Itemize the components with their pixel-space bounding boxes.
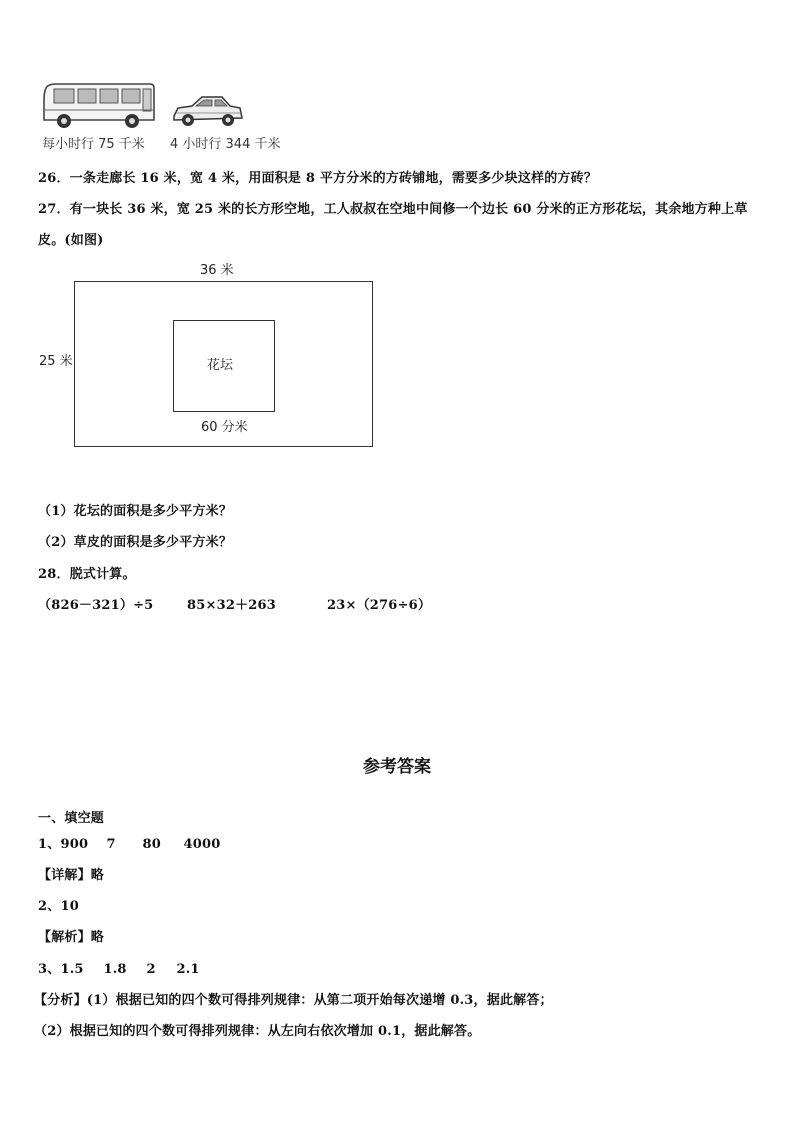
question-27-sub2: （2）草皮的面积是多少平方米？: [38, 535, 233, 550]
expression-1: （826－321）÷5: [38, 598, 154, 613]
car-caption: 4 小时行 344 千米: [170, 137, 281, 152]
answer-1-label: 1、: [38, 837, 61, 852]
answer-2-label: 2、: [38, 899, 61, 914]
answer-1-value: 7: [106, 837, 116, 852]
answer-3-analysis-1: 【分析】(1）根据已知的四个数可得排列规律：从第二项开始每次递增 0.3，据此解答；: [34, 993, 553, 1008]
bus-illustration: [40, 80, 160, 130]
car-icon: [170, 92, 245, 130]
expression-2: 85×32＋263: [187, 598, 277, 613]
answer-3-value: 2: [146, 962, 156, 977]
bus-icon: [40, 80, 160, 130]
figure-top-label: 36 米: [200, 263, 234, 278]
answer-1-value: 900: [60, 837, 89, 852]
car-illustration: [170, 92, 245, 130]
answer-3-value: 2.1: [176, 962, 200, 977]
section-title: 一、填空题: [38, 811, 105, 826]
bus-caption: 每小时行 75 千米: [42, 137, 145, 152]
answers-heading: 参考答案: [363, 757, 431, 777]
answer-1-note: 【详解】略: [38, 868, 105, 883]
question-27-sub1: （1）花坛的面积是多少平方米？: [38, 504, 233, 519]
question-27-line1: 27．有一块长 36 米，宽 25 米的长方形空地，工人叔叔在空地中间修一个边长 60 分米的正方形花坛，其余地方种上草: [38, 202, 748, 217]
answer-1-value: 4000: [183, 837, 221, 852]
answer-2: [38, 895, 79, 914]
expression-3: 23×（276÷6）: [327, 598, 432, 613]
question-27-line2: 皮。(如图): [38, 233, 104, 248]
answer-1-value: 80: [142, 837, 161, 852]
answer-1: [38, 833, 220, 852]
question-28-title: 28．脱式计算。: [38, 567, 136, 582]
answer-2-value: 10: [60, 899, 79, 914]
figure-left-label: 25 米: [39, 354, 73, 369]
question-26: 26．一条走廊长 16 米，宽 4 米，用面积是 8 平方分米的方砖铺地，需要多少块这样的方砖？: [38, 171, 598, 186]
figure-bottom-label: 60 分米: [201, 420, 248, 435]
answer-2-note: 【解析】略: [38, 930, 105, 945]
answer-3-analysis-2: （2）根据已知的四个数可得排列规律：从左向右依次增加 0.1，据此解答。: [34, 1024, 481, 1039]
answer-3-value: 1.8: [103, 962, 127, 977]
answer-3-label: 3、: [38, 962, 61, 977]
answer-3-value: 1.5: [60, 962, 84, 977]
answer-3: [38, 958, 200, 977]
figure-inner-label: 花坛: [207, 358, 234, 373]
